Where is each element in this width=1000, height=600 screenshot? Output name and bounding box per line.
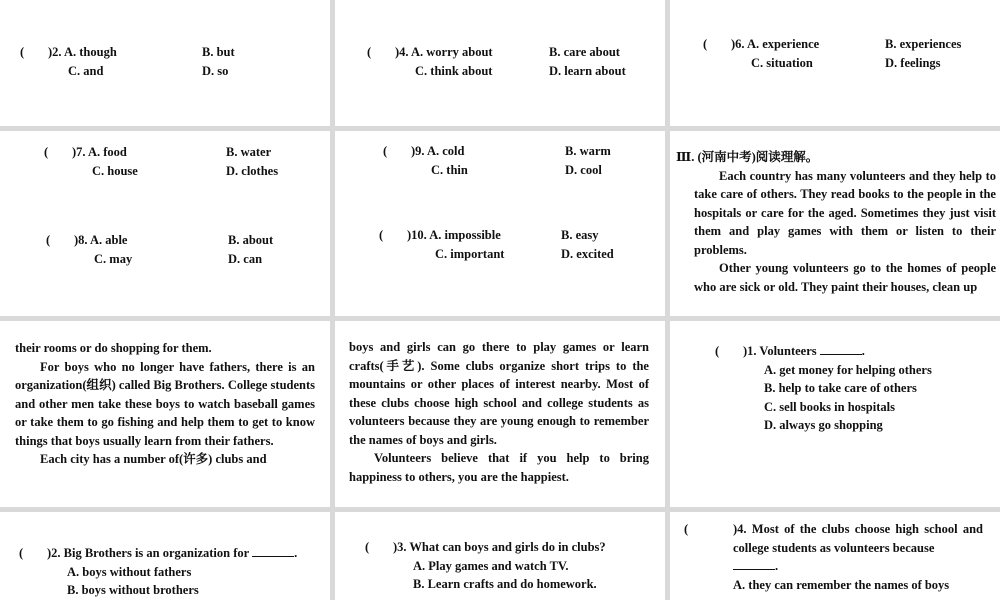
reading-question-4	[684, 520, 984, 594]
question-6	[703, 35, 819, 54]
stem-end: .	[294, 546, 298, 560]
question-option-a: A. get money for helping others	[764, 363, 932, 377]
question-9	[383, 142, 464, 161]
question-option-d: D. clothes	[226, 164, 279, 178]
reading-question-2	[19, 544, 297, 563]
panel-q9-q10	[335, 131, 665, 316]
question-option-a: )6. A. experience	[731, 37, 820, 51]
panel-q2	[0, 0, 330, 126]
answer-paren[interactable]: (	[20, 45, 25, 59]
answer-paren[interactable]: (	[684, 522, 689, 536]
question-option-b: B. easy	[561, 228, 599, 242]
answer-paren[interactable]: (	[379, 228, 384, 242]
panel-rq3	[335, 512, 665, 600]
stem-end: .	[775, 559, 779, 573]
question-10	[379, 226, 501, 245]
reading-text	[15, 339, 315, 469]
question-option-b: B. care about	[549, 45, 620, 59]
question-option-b: B. warm	[565, 144, 611, 158]
question-option-b: B. experiences	[885, 37, 962, 51]
reading-text	[676, 148, 996, 296]
reading-paragraph-2: Other young volunteers go to the homes of people who are sick or old. They paint their houses, clean up	[694, 261, 996, 294]
question-option-a: )7. A. food	[72, 145, 127, 159]
question-option-b: B. but	[202, 45, 235, 59]
answer-paren[interactable]: (	[44, 145, 49, 159]
section-heading: Ⅲ. (河南中考)阅读理解。	[676, 150, 819, 164]
reading-paragraph-2-cont: their rooms or do shopping for them.	[15, 341, 212, 355]
question-stem: )4. Most of the clubs choose high school and college students as volunteers because	[733, 522, 983, 555]
question-stem: )3. What can boys and girls do in clubs?	[393, 540, 606, 554]
panel-reading-middle	[335, 321, 665, 507]
question-2	[20, 43, 117, 62]
question-option-c: C. situation	[751, 56, 813, 70]
question-option-d: D. learn about	[549, 64, 626, 78]
answer-paren[interactable]: (	[715, 344, 720, 358]
answer-paren[interactable]: (	[383, 144, 388, 158]
question-option-d: D. excited	[561, 247, 614, 261]
answer-blank[interactable]	[252, 544, 294, 557]
panel-rq4	[670, 512, 1000, 600]
question-option-a: )4. A. worry about	[395, 45, 493, 59]
panel-q6	[670, 0, 1000, 126]
reading-paragraph-4-cont: boys and girls can go there to play games or learn crafts(手艺). Some clubs organize short trips to the mountains or other places of interest nearby. Most of these clubs choose high school and college students as volunteers because they are young enough to remember the names of boys and girls.	[349, 340, 649, 447]
panel-rq2	[0, 512, 330, 600]
question-option-c: C. sell books in hospitals	[764, 400, 895, 414]
reading-paragraph-1: Each country has many volunteers and they help to take care of others. They read books to the people in the hospitals or care for the aged. Sometimes they just visit them and play games with them or listen to their problems.	[694, 168, 996, 257]
question-option-c: C. important	[435, 247, 505, 261]
question-stem: )1. Volunteers	[743, 344, 817, 358]
answer-paren[interactable]: (	[19, 546, 24, 560]
question-option-c: C. think about	[415, 64, 493, 78]
question-option-c: C. and	[68, 64, 104, 78]
question-option-c: C. thin	[431, 163, 468, 177]
answer-paren[interactable]: (	[703, 37, 708, 51]
panel-rq1	[670, 321, 1000, 507]
question-option-a: A. Play games and watch TV.	[413, 559, 569, 573]
question-7	[44, 143, 127, 162]
answer-blank[interactable]	[820, 342, 862, 355]
question-option-d: D. always go shopping	[764, 418, 883, 432]
answer-paren[interactable]: (	[46, 233, 51, 247]
question-option-b: B. help to take care of others	[764, 381, 917, 395]
answer-paren[interactable]: (	[367, 45, 372, 59]
reading-text	[349, 338, 649, 486]
panel-q4	[335, 0, 665, 126]
question-option-c: C. house	[92, 164, 138, 178]
question-option-a: )10. A. impossible	[407, 228, 501, 242]
question-option-d: D. so	[202, 64, 229, 78]
question-8	[46, 231, 127, 250]
question-option-b: B. water	[226, 145, 272, 159]
panel-q7-q8	[0, 131, 330, 316]
question-option-d: D. feelings	[885, 56, 941, 70]
question-option-a: )9. A. cold	[411, 144, 465, 158]
question-option-b: B. boys without brothers	[67, 583, 199, 597]
reading-paragraph-4: Each city has a number of(许多) clubs and	[40, 452, 267, 466]
question-stem: )2. Big Brothers is an organization for	[47, 546, 249, 560]
question-4	[367, 43, 493, 62]
reading-question-1	[715, 342, 865, 361]
question-option-a: A. they can remember the names of boys	[733, 577, 950, 592]
answer-blank[interactable]	[733, 557, 775, 570]
question-option-b: B. Learn crafts and do homework.	[413, 577, 597, 591]
reading-paragraph-5: Volunteers believe that if you help to bring happiness to others, you are the happiest.	[349, 451, 649, 484]
panel-reading-intro	[670, 131, 1000, 316]
answer-paren[interactable]: (	[365, 540, 370, 554]
question-option-a: A. boys without fathers	[67, 565, 192, 579]
reading-paragraph-3: For boys who no longer have fathers, there is an organization(组织) called Big Brothers. College students and other men take these boys to watch baseball games or take them to go fishing and help them to get to know things that boys usually learn from their fathers.	[15, 359, 315, 448]
question-option-a: )8. A. able	[74, 233, 128, 247]
question-option-c: C. may	[94, 252, 133, 266]
stem-end: .	[861, 344, 865, 358]
question-option-d: D. can	[228, 252, 263, 266]
question-option-b: B. about	[228, 233, 274, 247]
question-option-a: )2. A. though	[48, 45, 117, 59]
reading-question-3	[365, 538, 606, 557]
question-option-d: D. cool	[565, 163, 602, 177]
panel-reading-left	[0, 321, 330, 507]
